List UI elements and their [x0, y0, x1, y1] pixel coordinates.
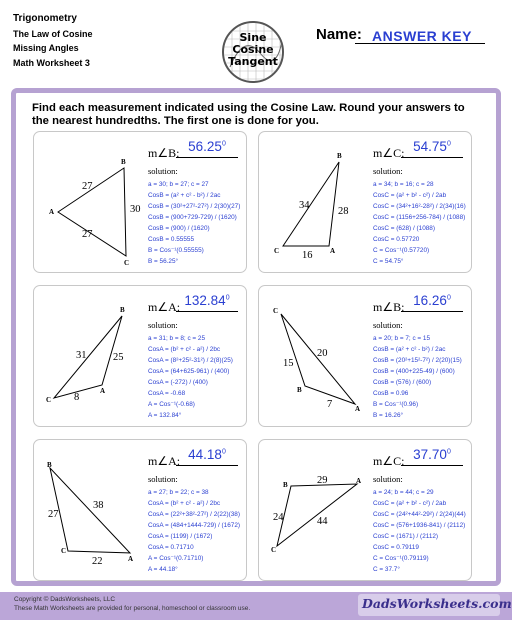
solution-step: CosC = (1156+256-784) / (1088) — [373, 214, 466, 221]
answer-underline — [401, 157, 463, 158]
logo-word-cosine: Cosine — [232, 43, 274, 56]
solution-steps — [373, 333, 462, 421]
answer-underline — [401, 311, 463, 312]
solution-steps — [148, 333, 233, 421]
solution-steps — [373, 179, 466, 267]
vertex-label: A — [355, 405, 361, 413]
vertex-label: C — [124, 259, 130, 267]
solution-label: solution: — [373, 474, 403, 484]
answer-value: 37.70$^0$ — [413, 447, 451, 462]
side-label: 31 — [76, 350, 87, 361]
vertex-label: A — [100, 387, 106, 395]
solution-step: a = 31; b = 8; c = 25 — [148, 335, 206, 342]
solution-label: solution: — [148, 320, 178, 330]
answer-key-label: ANSWER KEY — [372, 28, 472, 44]
solution-step: A = Cos⁻¹(-0.68) — [148, 401, 195, 408]
solution-step: a = 34; b = 16; c = 28 — [373, 181, 434, 188]
vertex-label: A — [49, 208, 55, 216]
answer-value: 54.75$^0$ — [413, 139, 451, 154]
problem-card-5 — [33, 439, 247, 581]
solution-step: CosC = (1671) / (2112) — [373, 533, 439, 540]
solution-steps — [373, 487, 466, 575]
solution-step: B = 56.25° — [148, 258, 179, 265]
side-label: 24 — [273, 512, 284, 523]
vertex-label: C — [273, 307, 279, 315]
side-label: 8 — [74, 392, 80, 403]
solution-step: CosB = (900+729-729) / (1620) — [148, 214, 237, 221]
solution-step: CosB = 0.55555 — [148, 236, 195, 243]
worksheet-number: Math Worksheet 3 — [13, 57, 90, 68]
solution-steps — [148, 179, 240, 267]
footer-logo-text: DadsWorksheets.com — [362, 596, 512, 611]
instructions: Find each measurement indicated using the Cosine Law. Round your answers to the nearest hundredths. The first one is done for you. — [32, 102, 465, 127]
side-label: 38 — [93, 500, 104, 511]
vertex-label: B — [120, 306, 125, 314]
vertex-label: B — [121, 158, 126, 166]
solution-step: CosC = (576+1936-841) / (2112) — [373, 522, 466, 529]
side-label: 15 — [283, 358, 294, 369]
solution-step: CosB = (900) / (1620) — [148, 225, 210, 232]
subtopic-title: Missing Angles — [13, 43, 79, 53]
side-label: 27 — [48, 509, 59, 520]
solution-step: A = 44.18° — [148, 566, 178, 573]
solution-step: CosB = (576) / (600) — [373, 379, 432, 386]
solution-step: CosC = (34²+16²-28²) / 2(34)(16) — [373, 203, 466, 210]
solution-steps — [148, 487, 240, 575]
logo-word-sine: Sine — [239, 31, 267, 44]
solution-label: solution: — [373, 320, 403, 330]
side-label: 22 — [92, 556, 103, 567]
solution-step: a = 20; b = 7; c = 15 — [373, 335, 431, 342]
vertex-label: B — [297, 386, 302, 394]
solution-step: a = 27; b = 22; c = 38 — [148, 489, 209, 496]
answer-underline — [176, 157, 238, 158]
vertex-label: A — [330, 247, 336, 255]
measure-label: m∠C: — [373, 454, 405, 468]
problem-card-3 — [33, 285, 247, 427]
measure-label: m∠B: — [373, 300, 405, 314]
vertex-label: B — [47, 461, 52, 469]
solution-step: CosB = (400+225-49) / (600) — [373, 368, 455, 375]
solution-step: C = 37.7° — [373, 566, 400, 573]
answer-value: 16.26$^0$ — [413, 293, 451, 308]
solution-step: C = 54.75° — [373, 258, 404, 265]
measure-label: m∠A: — [148, 454, 181, 468]
solution-step: CosB = (20²+15²-7²) / 2(20)(15) — [373, 357, 462, 364]
side-label: 20 — [317, 348, 328, 359]
measure-label: m∠B: — [148, 146, 180, 160]
vertex-label: A — [356, 477, 362, 485]
solution-step: CosC = 0.57720 — [373, 236, 420, 243]
solution-step: CosB = (a² + c² - b²) / 2ac — [373, 346, 446, 353]
answer-value: 132.84$^0$ — [184, 293, 230, 308]
vertex-label: C — [274, 247, 280, 255]
solution-label: solution: — [148, 166, 178, 176]
side-label: 27 — [82, 229, 93, 240]
topic-title: The Law of Cosine — [13, 28, 93, 39]
solution-label: solution: — [373, 166, 403, 176]
solution-step: a = 24; b = 44; c = 29 — [373, 489, 434, 496]
side-label: 25 — [113, 352, 124, 363]
answer-value: 44.18$^0$ — [188, 447, 226, 462]
answer-value: 56.25$^0$ — [188, 139, 226, 154]
solution-step: CosA = (b² + c² - a²) / 2bc — [148, 346, 221, 353]
solution-step: B = 16.26° — [373, 412, 404, 419]
copyright-text: Copyright © DadsWorksheets, LLC — [14, 596, 116, 603]
problem-card-4 — [258, 285, 472, 427]
solution-step: CosB = (30²+27²-27²) / 2(30)(27) — [148, 203, 241, 210]
solution-step: CosA = (64+625-961) / (400) — [148, 368, 230, 375]
side-label: 34 — [299, 200, 310, 211]
side-label: 30 — [130, 204, 141, 215]
dadsworksheets-logo[interactable] — [358, 594, 512, 616]
solution-step: CosB = (a² + c² - b²) / 2ac — [148, 192, 221, 199]
solution-step: CosA = (1199) / (1672) — [148, 533, 213, 540]
solution-step: A = 132.84° — [148, 412, 182, 419]
usage-note: These Math Worksheets are provided for personal, homeschool or classroom use. — [14, 604, 251, 612]
solution-step: a = 30; b = 27; c = 27 — [148, 181, 209, 188]
solution-step: CosA = (-272) / (400) — [148, 379, 208, 386]
vertex-label: C — [46, 396, 52, 404]
side-label: 29 — [317, 475, 328, 486]
solution-step: CosA = (22²+38²-27²) / 2(22)(38) — [148, 511, 240, 518]
solution-step: CosA = (b² + c² - a²) / 2bc — [148, 500, 221, 507]
solution-step: CosC = (24²+44²-29²) / 2(24)(44) — [373, 511, 466, 518]
answer-underline — [176, 465, 238, 466]
side-label: 28 — [338, 206, 349, 217]
problem-card-2 — [258, 131, 472, 273]
solution-step: B = Cos⁻¹(0.96) — [373, 401, 419, 408]
footer-text — [14, 596, 250, 613]
solution-label: solution: — [148, 474, 178, 484]
measure-label: m∠A: — [148, 300, 181, 314]
solution-step: CosC = (a² + b² - c²) / 2ab — [373, 500, 447, 507]
solution-step: A = Cos⁻¹(0.71710) — [148, 555, 204, 562]
solution-step: CosC = (628) / (1088) — [373, 225, 435, 232]
side-label: 44 — [317, 516, 328, 527]
solution-step: CosC = (a² + b² - c²) / 2ab — [373, 192, 447, 199]
side-label: 16 — [302, 250, 313, 261]
logo-word-tangent: Tangent — [228, 55, 278, 68]
side-label: 7 — [327, 399, 333, 410]
solution-step: C = Cos⁻¹(0.79119) — [373, 555, 429, 562]
solution-step: CosB = 0.96 — [373, 390, 409, 397]
worksheet-title-block — [13, 12, 93, 70]
vertex-label: B — [337, 152, 342, 160]
vertex-label: A — [128, 555, 134, 563]
solution-step: CosC = 0.79119 — [373, 544, 419, 551]
measure-label: m∠C: — [373, 146, 405, 160]
vertex-label: C — [271, 546, 277, 554]
solution-step: C = Cos⁻¹(0.57720) — [373, 247, 430, 254]
sine-cosine-tangent-logo — [222, 21, 284, 83]
solution-step: CosA = (8²+25²-31²) / 2(8)(25) — [148, 357, 233, 364]
answer-underline — [401, 465, 463, 466]
problem-card-6 — [258, 439, 472, 581]
answer-underline — [176, 311, 238, 312]
vertex-label: C — [61, 547, 67, 555]
solution-step: CosA = 0.71710 — [148, 544, 194, 551]
solution-step: CosA = -0.68 — [148, 390, 186, 397]
solution-step: CosA = (484+1444-729) / (1672) — [148, 522, 241, 529]
subject-title: Trigonometry — [13, 13, 77, 24]
vertex-label: B — [283, 481, 288, 489]
solution-step: B = Cos⁻¹(0.55555) — [148, 247, 204, 254]
problem-card-1 — [33, 131, 247, 273]
name-label: Name: — [316, 26, 362, 43]
side-label: 27 — [82, 181, 93, 192]
